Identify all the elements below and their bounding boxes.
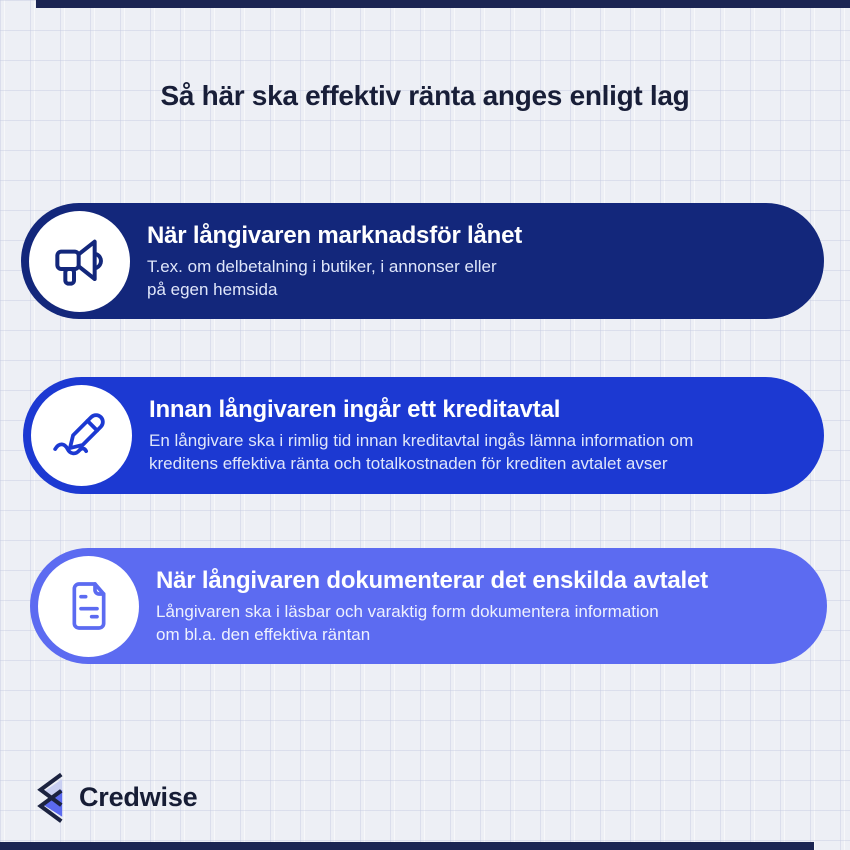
top-edge-bar xyxy=(36,0,850,8)
card-body-line: kreditens effektiva ränta och totalkostnaden för krediten avtalet avser xyxy=(149,454,668,473)
card-marketing xyxy=(21,203,824,319)
megaphone-icon xyxy=(48,229,112,293)
card-body-line: T.ex. om delbetalning i butiker, i annonser eller xyxy=(147,256,497,276)
card-body-line: Långivaren ska i läsbar och varaktig form dokumentera information xyxy=(156,601,659,621)
card-before-credit-agreement xyxy=(23,377,824,494)
pencil-icon-circle xyxy=(31,385,132,486)
pencil-icon xyxy=(49,403,115,469)
card-body-line: om bl.a. den effektiva räntan xyxy=(156,624,371,644)
card-heading: Innan långivaren ingår ett kreditavtal xyxy=(149,396,561,423)
bottom-edge-bar xyxy=(0,842,814,850)
credwise-logo-mark xyxy=(37,769,64,825)
brand-name: Credwise xyxy=(79,781,198,812)
document-icon xyxy=(57,574,121,638)
card-heading: När långivaren marknadsför lånet xyxy=(147,221,523,249)
card-documenting-agreement xyxy=(30,548,827,664)
brand-footer xyxy=(37,769,197,825)
card-text-block xyxy=(149,396,707,475)
card-body-line: En långivare ska i rimlig tid innan kreditavtal ingås lämna information om xyxy=(149,431,694,450)
page-title: Så här ska effektiv ränta anges enligt lag xyxy=(160,80,690,111)
card-body-line: på egen hemsida xyxy=(147,279,278,299)
card-text-block xyxy=(147,222,536,301)
card-heading: När långivaren dokumenterar det enskilda avtalet xyxy=(156,566,708,594)
card-text-block xyxy=(156,567,722,646)
megaphone-icon-circle xyxy=(29,211,130,312)
document-icon-circle xyxy=(38,556,139,657)
